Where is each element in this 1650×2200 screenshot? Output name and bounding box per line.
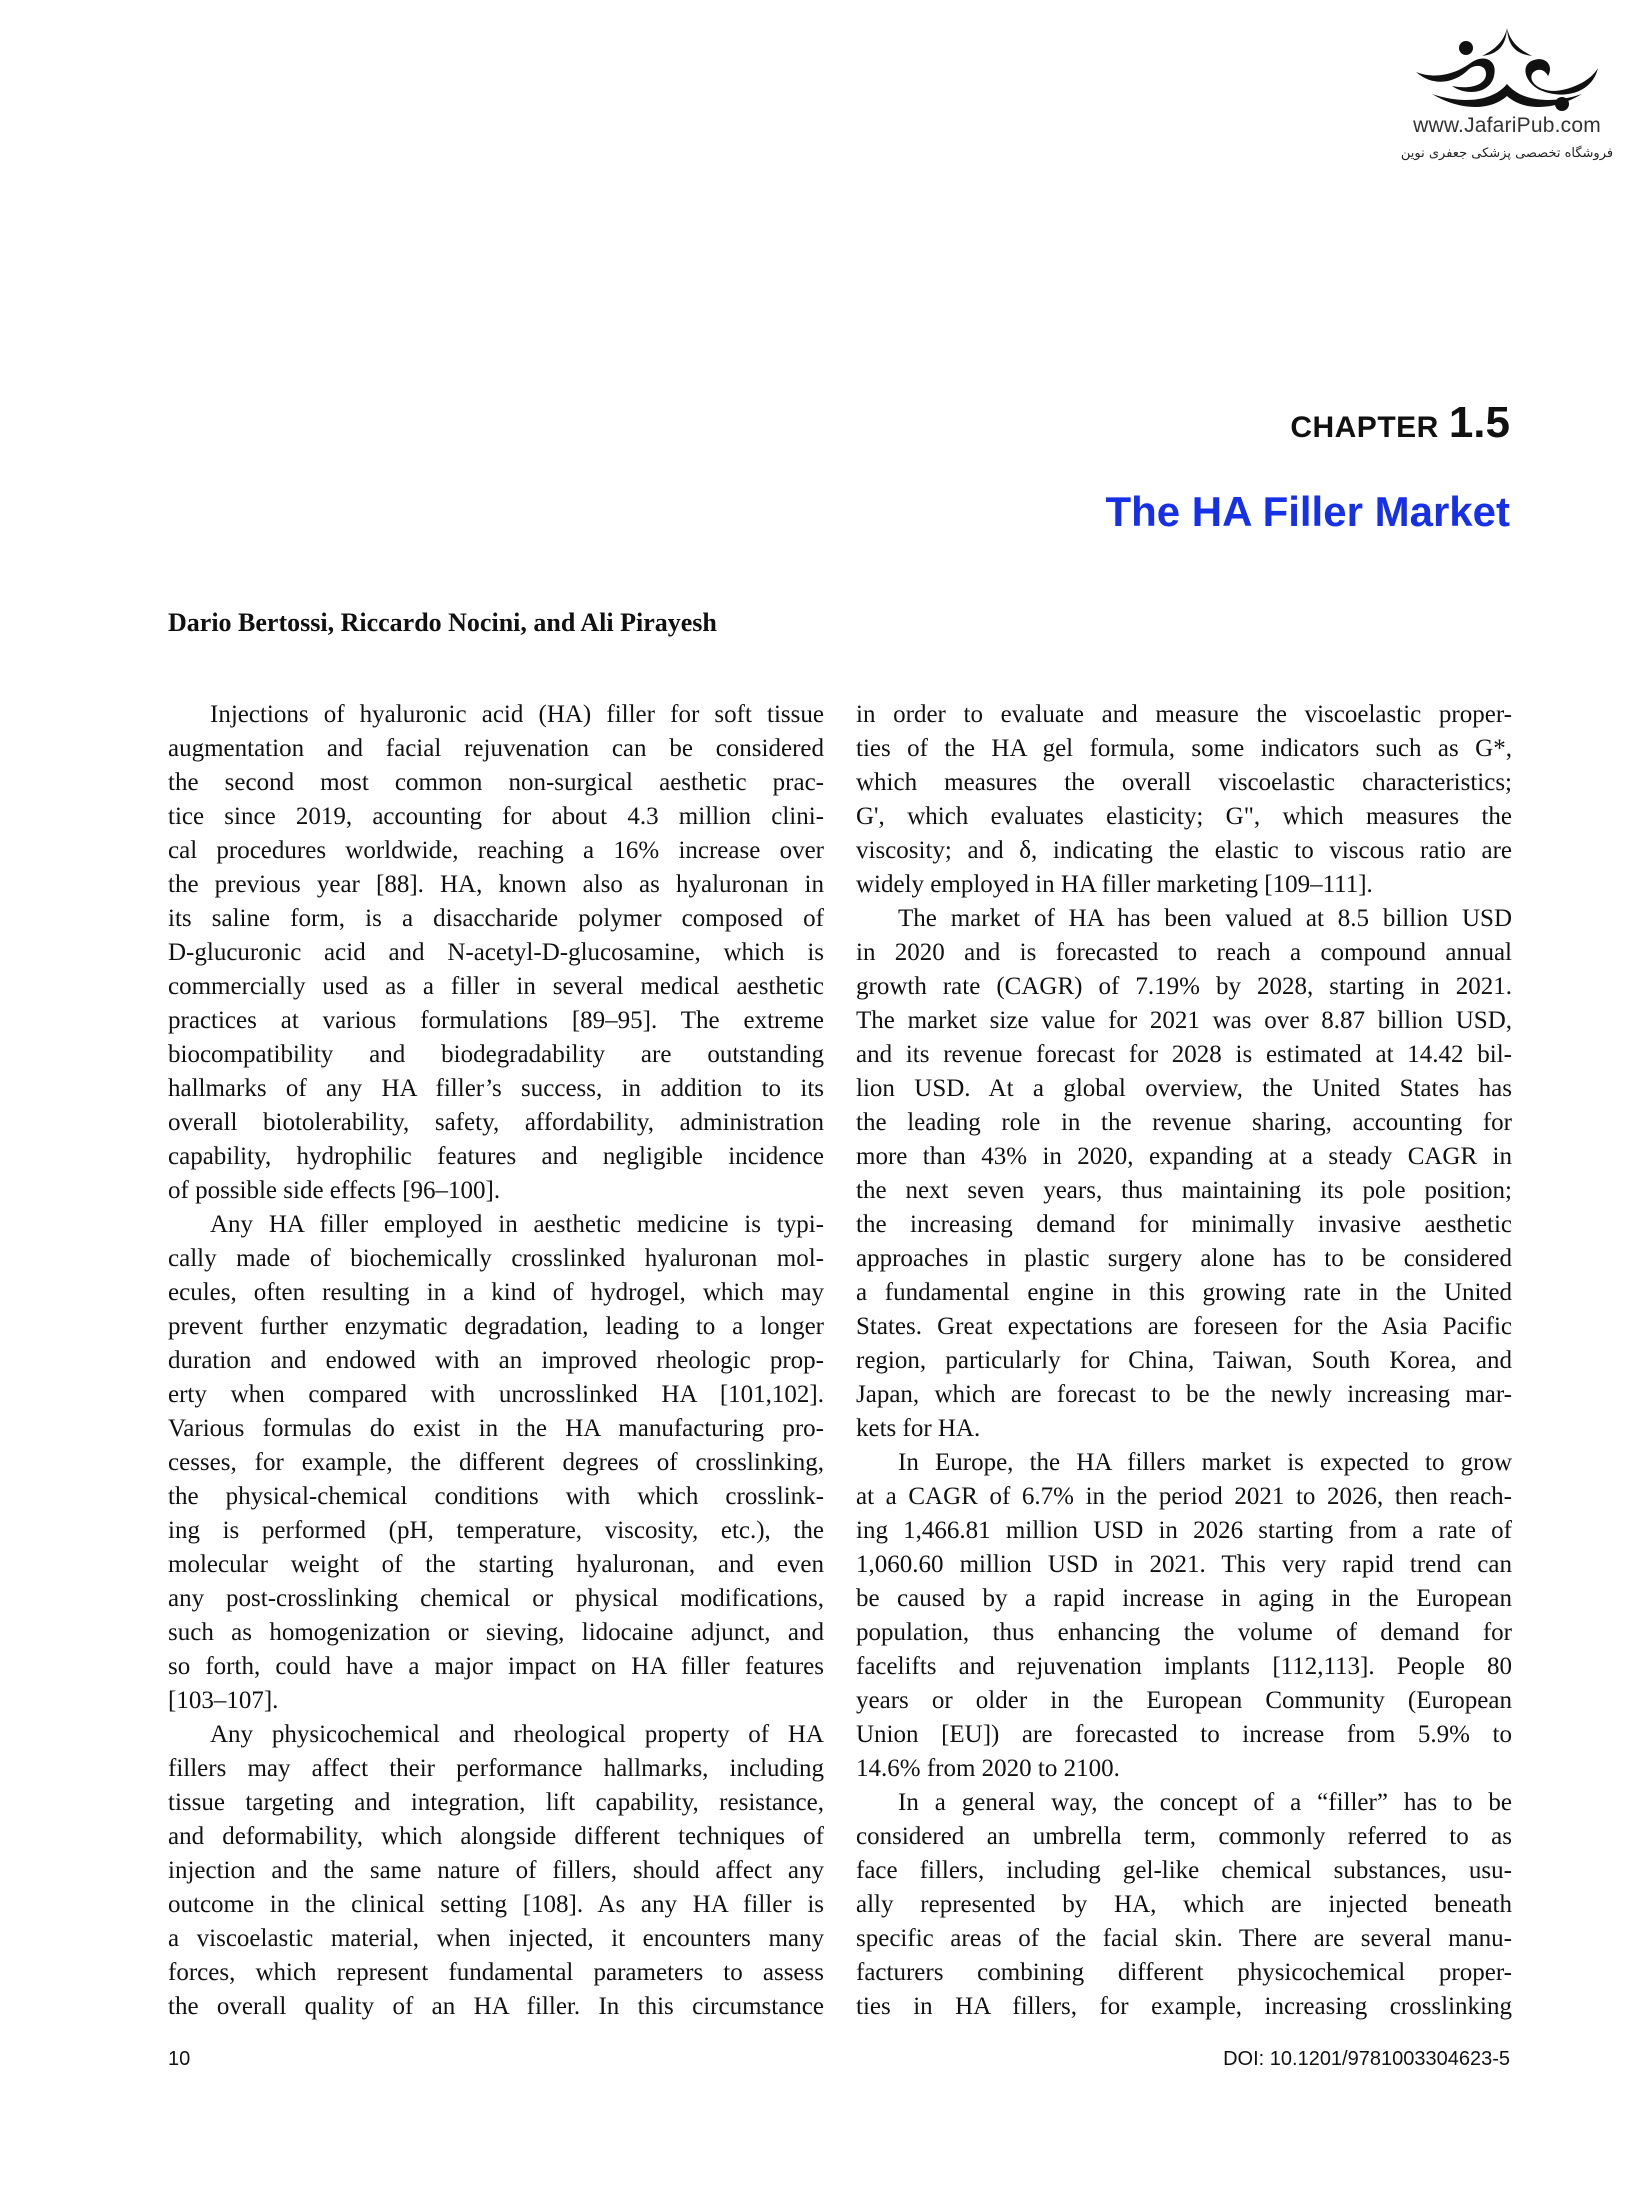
body-column-left <box>168 698 824 2024</box>
text-line: ecules, often resulting in a kind of hydrogel, which may <box>168 1279 824 1306</box>
text-line: years or older in the European Community (European <box>856 1687 1512 1714</box>
page-number: 10 <box>168 2048 191 2070</box>
text-line: and its revenue forecast for 2028 is estimated at 14.42 bil- <box>856 1041 1512 1068</box>
text-line: practices at various formulations [89–95]. The extreme <box>168 1007 824 1034</box>
text-line: face fillers, including gel-like chemical substances, usu- <box>856 1857 1512 1884</box>
text-line: In Europe, the HA fillers market is expected to grow <box>898 1449 1512 1476</box>
text-line: overall biotolerability, safety, affordability, administration <box>168 1109 824 1136</box>
text-line: population, thus enhancing the volume of demand for <box>856 1619 1512 1646</box>
text-line: facturers combining different physicochemical proper- <box>856 1959 1512 1986</box>
body-column-right <box>856 698 1512 2024</box>
text-line: duration and endowed with an improved rheologic prop- <box>168 1347 824 1374</box>
chapter-title: The HA Filler Market <box>1105 488 1510 535</box>
text-line: the leading role in the revenue sharing, accounting for <box>856 1109 1512 1136</box>
text-line: The market size value for 2021 was over 8.87 billion USD, <box>856 1007 1512 1034</box>
text-line: specific areas of the facial skin. There are several manu- <box>856 1925 1512 1952</box>
text-line: 14.6% from 2020 to 2100. <box>856 1755 1120 1782</box>
text-line: any post-crosslinking chemical or physical modifications, <box>168 1585 824 1612</box>
text-line: its saline form, is a disaccharide polymer composed of <box>168 905 824 932</box>
text-line: augmentation and facial rejuvenation can be considered <box>168 735 824 762</box>
text-line: ties in HA fillers, for example, increasing crosslinking <box>856 1993 1512 2020</box>
text-line: growth rate (CAGR) of 7.19% by 2028, starting in 2021. <box>856 973 1512 1000</box>
text-line: facelifts and rejuvenation implants [112,113]. People 80 <box>856 1653 1512 1680</box>
text-line: forces, which represent fundamental parameters to assess <box>168 1959 824 1986</box>
doi-label: DOI: 10.1201/9781003304623-5 <box>1223 2048 1510 2070</box>
text-line: prevent further enzymatic degradation, leading to a longer <box>168 1313 824 1340</box>
text-line: the second most common non-surgical aesthetic prac- <box>168 769 824 796</box>
text-line: cal procedures worldwide, reaching a 16% increase over <box>168 837 824 864</box>
text-line: ties of the HA gel formula, some indicators such as G*, <box>856 735 1512 762</box>
text-line: ing 1,466.81 million USD in 2026 starting from a rate of <box>856 1517 1512 1544</box>
text-line: ing is performed (pH, temperature, viscosity, etc.), the <box>168 1517 824 1544</box>
text-line: and deformability, which alongside different techniques of <box>168 1823 824 1850</box>
text-line: Various formulas do exist in the HA manufacturing pro- <box>168 1415 824 1442</box>
chapter-number: 1.5 <box>1448 398 1510 447</box>
text-line: States. Great expectations are foreseen for the Asia Pacific <box>856 1313 1512 1340</box>
text-line: which measures the overall viscoelastic characteristics; <box>856 769 1512 796</box>
text-line: Injections of hyaluronic acid (HA) filler for soft tissue <box>210 701 824 728</box>
chapter-heading <box>1290 398 1510 448</box>
text-line: injection and the same nature of fillers, should affect any <box>168 1857 824 1884</box>
text-line: of possible side effects [96–100]. <box>168 1177 501 1204</box>
text-line: Japan, which are forecast to be the newly increasing mar- <box>856 1381 1512 1408</box>
text-line: In a general way, the concept of a “filler” has to be <box>898 1789 1512 1816</box>
text-line: such as homogenization or sieving, lidocaine adjunct, and <box>168 1619 824 1646</box>
text-line: the previous year [88]. HA, known also as hyaluronan in <box>168 871 824 898</box>
text-line: outcome in the clinical setting [108]. As any HA filler is <box>168 1891 824 1918</box>
text-line: the next seven years, thus maintaining its pole position; <box>856 1177 1512 1204</box>
text-line: considered an umbrella term, commonly referred to as <box>856 1823 1512 1850</box>
text-line: hallmarks of any HA filler’s success, in addition to its <box>168 1075 824 1102</box>
text-line: kets for HA. <box>856 1415 981 1442</box>
text-line: erty when compared with uncrosslinked HA [101,102]. <box>168 1381 824 1408</box>
text-line: fillers may affect their performance hallmarks, including <box>168 1755 824 1782</box>
text-line: ally represented by HA, which are injected beneath <box>856 1891 1512 1918</box>
author-list: Dario Bertossi, Riccardo Nocini, and Ali Pirayesh <box>168 608 717 637</box>
text-line: more than 43% in 2020, expanding at a steady CAGR in <box>856 1143 1512 1170</box>
text-line: the increasing demand for minimally invasive aesthetic <box>856 1211 1512 1238</box>
text-line: cally made of biochemically crosslinked hyaluronan mol- <box>168 1245 824 1272</box>
text-line: tissue targeting and integration, lift capability, resistance, <box>168 1789 824 1816</box>
text-line: Any physicochemical and rheological property of HA <box>210 1721 824 1748</box>
text-line: tice since 2019, accounting for about 4.3 million clini- <box>168 803 824 830</box>
text-line: a viscoelastic material, when injected, it encounters many <box>168 1925 824 1952</box>
text-line: lion USD. At a global overview, the United States has <box>856 1075 1512 1102</box>
text-line: The market of HA has been valued at 8.5 billion USD <box>898 905 1512 932</box>
text-line: capability, hydrophilic features and negligible incidence <box>168 1143 824 1170</box>
text-line: in order to evaluate and measure the viscoelastic proper- <box>856 701 1512 728</box>
text-line: Any HA filler employed in aesthetic medicine is typi- <box>210 1211 824 1238</box>
text-line: biocompatibility and biodegradability are outstanding <box>168 1041 824 1068</box>
chapter-label: CHAPTER <box>1290 411 1439 444</box>
text-line: Union [EU]) are forecasted to increase from 5.9% to <box>856 1721 1512 1748</box>
text-line: a fundamental engine in this growing rate in the United <box>856 1279 1512 1306</box>
text-line: be caused by a rapid increase in aging in the European <box>856 1585 1512 1612</box>
text-line: [103–107]. <box>168 1687 279 1714</box>
text-line: viscosity; and δ, indicating the elastic to viscous ratio are <box>856 837 1512 864</box>
text-line: at a CAGR of 6.7% in the period 2021 to 2026, then reach- <box>856 1483 1512 1510</box>
publisher-url: www.JafariPub.com <box>1413 114 1601 137</box>
publisher-tagline: فروشگاه تخصصی پزشکی جعفری نوین <box>1400 146 1614 161</box>
text-line: G', which evaluates elasticity; G", which measures the <box>856 803 1512 830</box>
text-line: cesses, for example, the different degrees of crosslinking, <box>168 1449 824 1476</box>
text-line: the overall quality of an HA filler. In this circumstance <box>168 1993 824 2020</box>
text-line: in 2020 and is forecasted to reach a compound annual <box>856 939 1512 966</box>
text-line: commercially used as a filler in several medical aesthetic <box>168 973 824 1000</box>
publisher-logo-icon <box>1412 24 1602 116</box>
text-line: D-glucuronic acid and N-acetyl-D-glucosamine, which is <box>168 939 824 966</box>
text-line: 1,060.60 million USD in 2021. This very rapid trend can <box>856 1551 1512 1578</box>
text-line: so forth, could have a major impact on HA filler features <box>168 1653 824 1680</box>
text-line: molecular weight of the starting hyaluronan, and even <box>168 1551 824 1578</box>
text-line: approaches in plastic surgery alone has to be considered <box>856 1245 1512 1272</box>
text-line: region, particularly for China, Taiwan, South Korea, and <box>856 1347 1512 1374</box>
text-line: the physical-chemical conditions with which crosslink- <box>168 1483 824 1510</box>
text-line: widely employed in HA filler marketing [109–111]. <box>856 871 1373 898</box>
publisher-watermark <box>1392 24 1622 184</box>
